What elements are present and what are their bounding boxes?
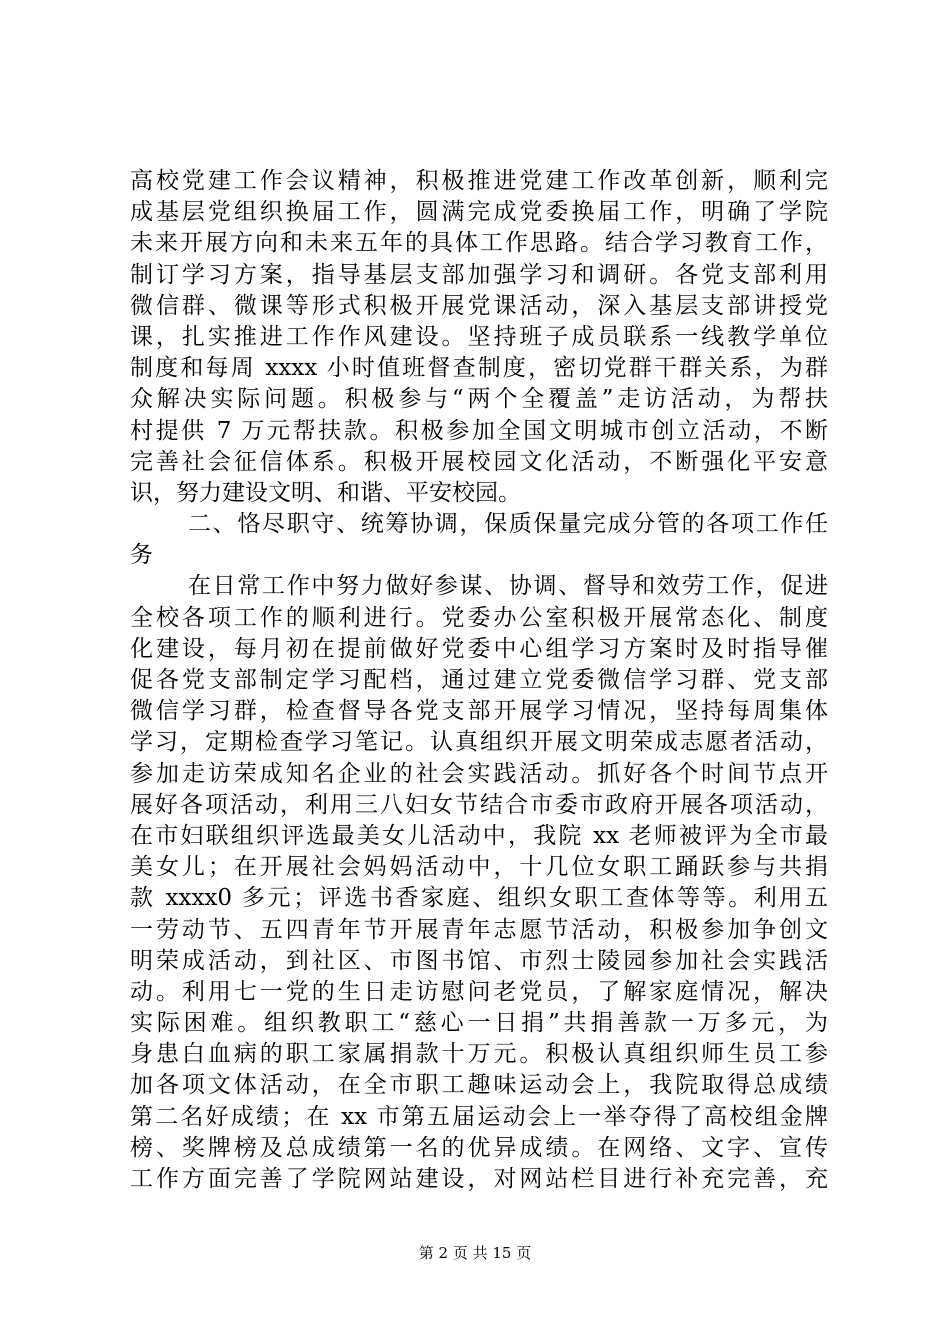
text-line: 榜、奖牌榜及总成绩第一名的优异成绩。在网络、文字、宣传 <box>130 1134 828 1161</box>
text-line: 制度和每周 xxxx 小时值班督查制度，密切党群干群关系，为群 <box>130 355 828 382</box>
text-line: 工作方面完善了学院网站建设，对网站栏目进行补充完善，充 <box>130 1166 828 1192</box>
text-line: 在市妇联组织评选最美女儿活动中，我院 xx 老师被评为全市最 <box>130 822 828 849</box>
text-line: 识，努力建设文明、和谐、平安校园。 <box>130 479 521 506</box>
document-body <box>130 166 828 1195</box>
text-line: 全校各项工作的顺利进行。党委办公室积极开展常态化、制度 <box>130 604 828 631</box>
text-line: 身患白血病的职工家属捐款十万元。积极认真组织师生员工参 <box>130 1041 828 1068</box>
text-line: 明荣成活动，到社区、市图书馆、市烈士陵园参加社会实践活 <box>130 947 828 974</box>
text-line: 促各党支部制定学习配档，通过建立党委微信学习群、党支部 <box>130 667 828 693</box>
text-line: 众解决实际问题。积极参与“两个全覆盖”走访活动，为帮扶 <box>130 386 828 413</box>
text-line: 村提供 7 万元帮扶款。积极参加全国文明城市创立活动，不断 <box>130 417 828 444</box>
text-line: 款 xxxx0 多元；评选书香家庭、组织女职工查体等等。利用五 <box>130 885 828 912</box>
text-line: 美女儿；在开展社会妈妈活动中，十几位女职工踊跃参与共捐 <box>130 854 828 881</box>
text-line: 成基层党组织换届工作，圆满完成党委换届工作，明确了学院 <box>130 199 828 226</box>
text-line: 课，扎实推进工作作风建设。坚持班子成员联系一线教学单位 <box>130 323 828 350</box>
text-line: 学习，定期检查学习笔记。认真组织开展文明荣成志愿者活动， <box>130 729 828 756</box>
text-line: 务 <box>130 542 153 569</box>
text-line: 制订学习方案，指导基层支部加强学习和调研。各党支部利用 <box>130 261 828 288</box>
text-line: 二、恪尽职守、统筹协调，保质保量完成分管的各项工作任 <box>188 511 828 538</box>
text-line: 化建设，每月初在提前做好党委中心组学习方案时及时指导催 <box>130 635 828 662</box>
text-line: 第二名好成绩；在 xx 市第五届运动会上一举夺得了高校组金牌 <box>130 1103 828 1130</box>
text-line: 在日常工作中努力做好参谋、协调、督导和效劳工作，促进 <box>188 573 828 600</box>
text-line: 加各项文体活动，在全市职工趣味运动会上，我院取得总成绩 <box>130 1072 828 1099</box>
text-line: 展好各项活动，利用三八妇女节结合市委市政府开展各项活动， <box>130 791 828 818</box>
text-line: 微信群、微课等形式积极开展党课活动，深入基层支部讲授党 <box>130 292 828 319</box>
text-line: 参加走访荣成知名企业的社会实践活动。抓好各个时间节点开 <box>130 760 828 787</box>
text-line: 微信学习群，检查督导各党支部开展学习情况，坚持每周集体 <box>130 698 828 725</box>
text-line: 动。利用七一党的生日走访慰问老党员，了解家庭情况，解决 <box>130 978 828 1005</box>
text-line: 未来开展方向和未来五年的具体工作思路。结合学习教育工作， <box>130 230 828 257</box>
text-line: 完善社会征信体系。积极开展校园文化活动，不断强化平安意 <box>130 448 828 475</box>
text-line: 实际困难。组织教职工“慈心一日捐”共捐善款一万多元，为 <box>130 1010 828 1037</box>
text-line: 一劳动节、五四青年节开展青年志愿节活动，积极参加争创文 <box>130 916 828 943</box>
text-line: 高校党建工作会议精神，积极推进党建工作改革创新，顺利完 <box>130 168 828 194</box>
page-footer: 第 2 页 共 15 页 <box>418 1244 532 1262</box>
